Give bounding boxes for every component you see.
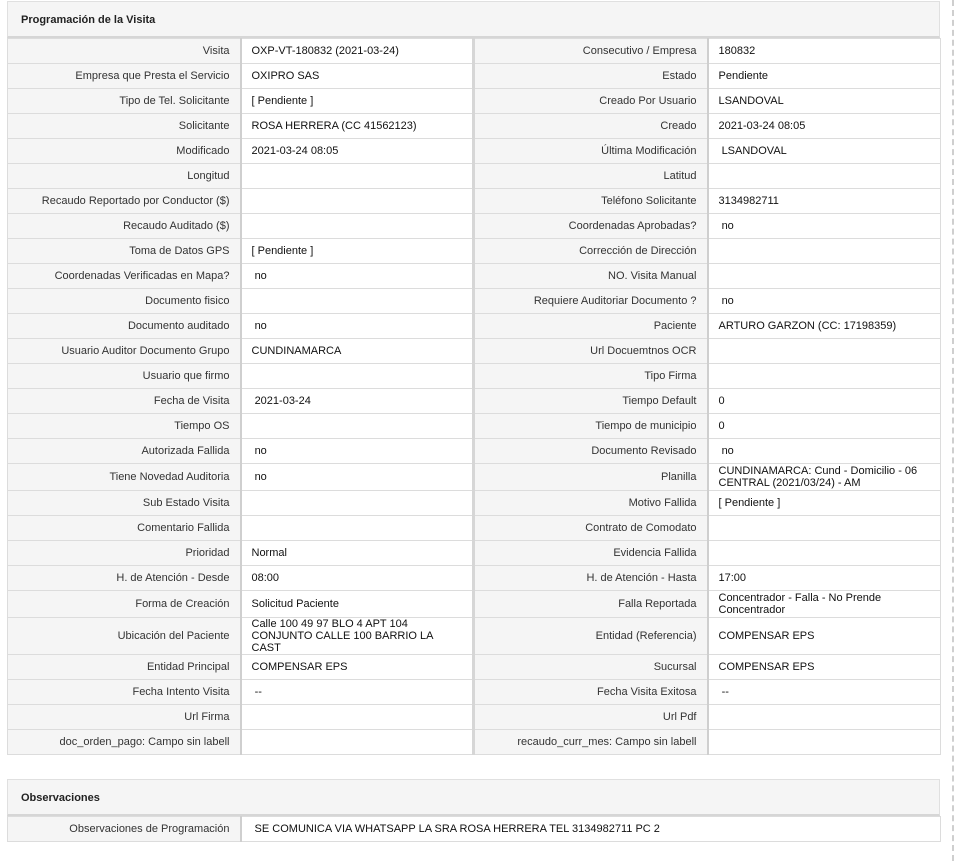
field-value: Calle 100 49 97 BLO 4 APT 104 CONJUNTO CALLE 100 BARRIO LA CAST: [241, 618, 474, 655]
field-label: Prioridad: [8, 541, 241, 566]
field-label: Sucursal: [474, 655, 708, 680]
table-row: [8, 655, 941, 680]
field-value: [708, 516, 941, 541]
field-value: 2021-03-24 08:05: [241, 139, 474, 164]
field-value: [241, 705, 474, 730]
field-value: [708, 239, 941, 264]
field-label: Tipo Firma: [474, 364, 708, 389]
field-label: Url Docuemtnos OCR: [474, 339, 708, 364]
field-label: H. de Atención - Desde: [8, 566, 241, 591]
table-row: [8, 680, 941, 705]
field-value: 2021-03-24: [241, 389, 474, 414]
field-label: Ubicación del Paciente: [8, 618, 241, 655]
field-label: Url Firma: [8, 705, 241, 730]
field-value: Pendiente: [708, 64, 941, 89]
table-row: [8, 139, 941, 164]
field-value: COMPENSAR EPS: [708, 618, 941, 655]
field-label: Entidad (Referencia): [474, 618, 708, 655]
field-value: 3134982711: [708, 189, 941, 214]
field-value: [241, 491, 474, 516]
field-value: 2021-03-24 08:05: [708, 114, 941, 139]
table-row: [8, 491, 941, 516]
field-value: [241, 516, 474, 541]
field-value: [708, 339, 941, 364]
table-row: [8, 389, 941, 414]
panel-title: Observaciones: [7, 779, 940, 816]
table-row: [8, 39, 941, 64]
field-label: Tipo de Tel. Solicitante: [8, 89, 241, 114]
field-value: Solicitud Paciente: [241, 591, 474, 618]
table-row: [8, 364, 941, 389]
field-value: [241, 164, 474, 189]
field-label: Coordenadas Verificadas en Mapa?: [8, 264, 241, 289]
field-value: [241, 414, 474, 439]
table-row: [8, 339, 941, 364]
field-label: Tiempo de municipio: [474, 414, 708, 439]
field-label: Entidad Principal: [8, 655, 241, 680]
table-row: [8, 214, 941, 239]
field-label: Evidencia Fallida: [474, 541, 708, 566]
field-label: Autorizada Fallida: [8, 439, 241, 464]
field-value: no: [241, 464, 474, 491]
field-label: Creado Por Usuario: [474, 89, 708, 114]
field-label: Tiene Novedad Auditoria: [8, 464, 241, 491]
field-label: Estado: [474, 64, 708, 89]
field-value: CUNDINAMARCA: Cund - Domicilio - 06 CENTRAL (2021/03/24) - AM: [708, 464, 941, 491]
field-label: Falla Reportada: [474, 591, 708, 618]
field-label: Motivo Fallida: [474, 491, 708, 516]
field-value: --: [241, 680, 474, 705]
field-label: Longitud: [8, 164, 241, 189]
field-value: [ Pendiente ]: [241, 239, 474, 264]
table-row: [8, 566, 941, 591]
field-value: [708, 541, 941, 566]
field-label: Coordenadas Aprobadas?: [474, 214, 708, 239]
field-label: Documento Revisado: [474, 439, 708, 464]
field-label: Latitud: [474, 164, 708, 189]
field-value: Normal: [241, 541, 474, 566]
field-value: no: [241, 439, 474, 464]
table-row: [8, 314, 941, 339]
field-label: Tiempo OS: [8, 414, 241, 439]
field-value: no: [708, 439, 941, 464]
field-label: Última Modificación: [474, 139, 708, 164]
field-label: Requiere Auditoriar Documento ?: [474, 289, 708, 314]
field-label: Url Pdf: [474, 705, 708, 730]
field-label: Fecha Visita Exitosa: [474, 680, 708, 705]
field-label: Toma de Datos GPS: [8, 239, 241, 264]
dashed-divider: [952, 0, 954, 861]
observations-panel: [7, 779, 940, 842]
table-row: [8, 705, 941, 730]
table-row: [8, 414, 941, 439]
field-value: [708, 264, 941, 289]
field-label: Recaudo Auditado ($): [8, 214, 241, 239]
field-value: LSANDOVAL: [708, 139, 941, 164]
visit-details-table: [7, 38, 941, 755]
field-value: [ Pendiente ]: [708, 491, 941, 516]
table-row: [8, 730, 941, 755]
field-value: SE COMUNICA VIA WHATSAPP LA SRA ROSA HERRERA TEL 3134982711 PC 2: [241, 817, 941, 842]
field-label: NO. Visita Manual: [474, 264, 708, 289]
table-row: [8, 114, 941, 139]
field-label: Visita: [8, 39, 241, 64]
field-label: Sub Estado Visita: [8, 491, 241, 516]
field-label: Forma de Creación: [8, 591, 241, 618]
panel-title: Programación de la Visita: [7, 1, 940, 38]
field-label: Contrato de Comodato: [474, 516, 708, 541]
table-row: [8, 618, 941, 655]
field-label: Creado: [474, 114, 708, 139]
field-value: 17:00: [708, 566, 941, 591]
field-value: [708, 730, 941, 755]
field-label: Observaciones de Programación: [8, 817, 241, 842]
table-row: [8, 516, 941, 541]
field-value: 08:00: [241, 566, 474, 591]
field-value: [708, 164, 941, 189]
table-row: [8, 64, 941, 89]
field-value: 0: [708, 414, 941, 439]
field-value: Concentrador - Falla - No Prende Concentrador: [708, 591, 941, 618]
field-label: Paciente: [474, 314, 708, 339]
table-row: [8, 439, 941, 464]
field-label: Tiempo Default: [474, 389, 708, 414]
field-value: OXP-VT-180832 (2021-03-24): [241, 39, 474, 64]
table-row: [8, 189, 941, 214]
field-value: [708, 705, 941, 730]
field-value: no: [708, 214, 941, 239]
field-value: CUNDINAMARCA: [241, 339, 474, 364]
field-value: 0: [708, 389, 941, 414]
field-label: Modificado: [8, 139, 241, 164]
field-value: 180832: [708, 39, 941, 64]
field-value: OXIPRO SAS: [241, 64, 474, 89]
table-row: [8, 239, 941, 264]
field-value: ARTURO GARZON (CC: 17198359): [708, 314, 941, 339]
table-row: [8, 817, 941, 842]
field-label: Fecha de Visita: [8, 389, 241, 414]
field-label: Comentario Fallida: [8, 516, 241, 541]
field-label: H. de Atención - Hasta: [474, 566, 708, 591]
table-row: [8, 541, 941, 566]
field-label: Solicitante: [8, 114, 241, 139]
field-value: COMPENSAR EPS: [708, 655, 941, 680]
field-value: LSANDOVAL: [708, 89, 941, 114]
field-label: Fecha Intento Visita: [8, 680, 241, 705]
field-label: recaudo_curr_mes: Campo sin labell: [474, 730, 708, 755]
field-value: [241, 214, 474, 239]
field-label: Consecutivo / Empresa: [474, 39, 708, 64]
field-label: Planilla: [474, 464, 708, 491]
field-value: [241, 189, 474, 214]
field-value: [241, 730, 474, 755]
field-value: no: [241, 314, 474, 339]
field-label: Documento auditado: [8, 314, 241, 339]
table-row: [8, 264, 941, 289]
field-label: Corrección de Dirección: [474, 239, 708, 264]
table-row: [8, 289, 941, 314]
field-value: COMPENSAR EPS: [241, 655, 474, 680]
field-value: [ Pendiente ]: [241, 89, 474, 114]
field-label: Teléfono Solicitante: [474, 189, 708, 214]
table-row: [8, 591, 941, 618]
field-label: doc_orden_pago: Campo sin labell: [8, 730, 241, 755]
field-label: Usuario que firmo: [8, 364, 241, 389]
table-row: [8, 464, 941, 491]
field-value: no: [708, 289, 941, 314]
field-label: Usuario Auditor Documento Grupo: [8, 339, 241, 364]
field-value: ROSA HERRERA (CC 41562123): [241, 114, 474, 139]
field-value: [241, 289, 474, 314]
table-row: [8, 164, 941, 189]
field-value: [708, 364, 941, 389]
field-value: --: [708, 680, 941, 705]
field-value: no: [241, 264, 474, 289]
field-label: Recaudo Reportado por Conductor ($): [8, 189, 241, 214]
observations-table: [7, 816, 941, 842]
field-label: Empresa que Presta el Servicio: [8, 64, 241, 89]
field-label: Documento fisico: [8, 289, 241, 314]
visit-schedule-panel: [7, 1, 940, 755]
table-row: [8, 89, 941, 114]
field-value: [241, 364, 474, 389]
